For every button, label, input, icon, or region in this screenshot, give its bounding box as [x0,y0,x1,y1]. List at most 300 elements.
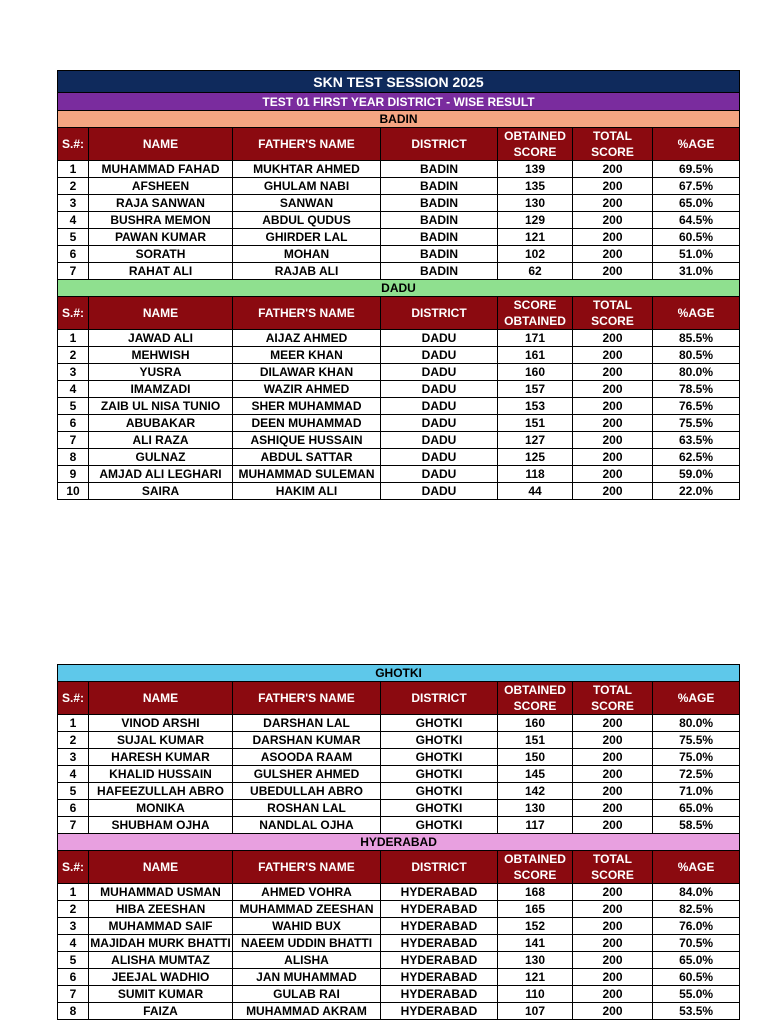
cell-name: ALI RAZA [89,432,233,449]
cell-obtained: 117 [498,817,573,834]
cell-name: IMAMZADI [89,381,233,398]
cell-pct: 84.0% [653,884,740,901]
cell-total: 200 [573,952,653,969]
cell-total: 200 [573,212,653,229]
cell-name: VINOD ARSHI [89,715,233,732]
table-row [58,884,740,901]
cell-pct: 71.0% [653,783,740,800]
col-header-total: TOTAL SCORE [573,851,653,884]
cell-name: MEHWISH [89,347,233,364]
cell-total: 200 [573,364,653,381]
results-table-page-2 [57,664,740,1020]
table-row [58,246,740,263]
cell-name: SORATH [89,246,233,263]
cell-district: BADIN [381,195,498,212]
cell-pct: 58.5% [653,817,740,834]
cell-district: HYDERABAD [381,901,498,918]
cell-father: GULAB RAI [233,986,381,1003]
cell-sn: 7 [58,817,89,834]
col-header-pct: %AGE [653,297,740,330]
cell-father: DARSHAN LAL [233,715,381,732]
cell-pct: 51.0% [653,246,740,263]
cell-total: 200 [573,449,653,466]
cell-obtained: 141 [498,935,573,952]
cell-father: HAKIM ALI [233,483,381,500]
cell-district: GHOTKI [381,817,498,834]
col-header-district: DISTRICT [381,128,498,161]
cell-obtained: 142 [498,783,573,800]
cell-father: MOHAN [233,246,381,263]
cell-obtained: 145 [498,766,573,783]
cell-father: ALISHA [233,952,381,969]
cell-total: 200 [573,347,653,364]
cell-district: BADIN [381,263,498,280]
col-header-father: FATHER'S NAME [233,682,381,715]
cell-total: 200 [573,732,653,749]
cell-sn: 7 [58,263,89,280]
cell-total: 200 [573,330,653,347]
cell-district: BADIN [381,161,498,178]
col-header-pct: %AGE [653,128,740,161]
cell-sn: 2 [58,732,89,749]
cell-name: RAJA SANWAN [89,195,233,212]
cell-pct: 80.5% [653,347,740,364]
cell-sn: 1 [58,884,89,901]
page-subtitle: TEST 01 FIRST YEAR DISTRICT - WISE RESULT [58,93,740,111]
cell-obtained: 135 [498,178,573,195]
cell-pct: 53.5% [653,1003,740,1020]
table-row [58,749,740,766]
cell-obtained: 110 [498,986,573,1003]
table-row [58,347,740,364]
cell-obtained: 171 [498,330,573,347]
cell-father: UBEDULLAH ABRO [233,783,381,800]
cell-total: 200 [573,918,653,935]
cell-sn: 10 [58,483,89,500]
col-header-sn: S.#: [58,682,89,715]
cell-father: MEER KHAN [233,347,381,364]
table-row [58,449,740,466]
table-row [58,817,740,834]
cell-district: GHOTKI [381,749,498,766]
cell-pct: 75.5% [653,415,740,432]
cell-obtained: 151 [498,732,573,749]
table-row [58,212,740,229]
cell-father: WAZIR AHMED [233,381,381,398]
cell-total: 200 [573,246,653,263]
cell-total: 200 [573,715,653,732]
cell-obtained: 107 [498,1003,573,1020]
col-header-name: NAME [89,128,233,161]
table-row [58,415,740,432]
cell-total: 200 [573,432,653,449]
cell-name: RAHAT ALI [89,263,233,280]
cell-district: DADU [381,466,498,483]
cell-father: MUHAMMAD ZEESHAN [233,901,381,918]
cell-sn: 5 [58,952,89,969]
cell-father: DEEN MUHAMMAD [233,415,381,432]
col-header-district: DISTRICT [381,851,498,884]
cell-sn: 6 [58,969,89,986]
cell-sn: 4 [58,935,89,952]
cell-district: DADU [381,347,498,364]
table-row [58,783,740,800]
cell-name: JAWAD ALI [89,330,233,347]
cell-father: RAJAB ALI [233,263,381,280]
cell-pct: 82.5% [653,901,740,918]
cell-name: ALISHA MUMTAZ [89,952,233,969]
cell-sn: 5 [58,783,89,800]
col-header-father: FATHER'S NAME [233,128,381,161]
cell-sn: 4 [58,212,89,229]
table-row [58,195,740,212]
cell-sn: 6 [58,800,89,817]
cell-obtained: 160 [498,364,573,381]
cell-name: AMJAD ALI LEGHARI [89,466,233,483]
cell-total: 200 [573,1003,653,1020]
cell-obtained: 160 [498,715,573,732]
cell-sn: 4 [58,766,89,783]
cell-obtained: 121 [498,229,573,246]
cell-sn: 4 [58,381,89,398]
page-title: SKN TEST SESSION 2025 [58,71,740,93]
cell-sn: 3 [58,364,89,381]
cell-name: SUJAL KUMAR [89,732,233,749]
cell-pct: 76.5% [653,398,740,415]
cell-sn: 3 [58,918,89,935]
table-row [58,901,740,918]
cell-district: HYDERABAD [381,935,498,952]
col-header-pct: %AGE [653,851,740,884]
cell-pct: 78.5% [653,381,740,398]
cell-name: HARESH KUMAR [89,749,233,766]
cell-district: HYDERABAD [381,1003,498,1020]
col-header-total: TOTAL SCORE [573,297,653,330]
cell-father: ASOODA RAAM [233,749,381,766]
table-row [58,483,740,500]
cell-total: 200 [573,969,653,986]
table-row [58,1003,740,1020]
cell-total: 200 [573,483,653,500]
cell-sn: 6 [58,246,89,263]
cell-total: 200 [573,749,653,766]
col-header-sn: S.#: [58,851,89,884]
cell-father: GULSHER AHMED [233,766,381,783]
cell-pct: 75.5% [653,732,740,749]
cell-name: PAWAN KUMAR [89,229,233,246]
cell-district: BADIN [381,229,498,246]
cell-district: GHOTKI [381,715,498,732]
cell-pct: 70.5% [653,935,740,952]
cell-sn: 7 [58,432,89,449]
cell-pct: 31.0% [653,263,740,280]
cell-total: 200 [573,178,653,195]
cell-sn: 2 [58,901,89,918]
table-row [58,178,740,195]
cell-name: SUMIT KUMAR [89,986,233,1003]
cell-total: 200 [573,415,653,432]
cell-total: 200 [573,783,653,800]
cell-pct: 72.5% [653,766,740,783]
table-row [58,952,740,969]
cell-name: MUHAMMAD FAHAD [89,161,233,178]
cell-pct: 64.5% [653,212,740,229]
cell-total: 200 [573,817,653,834]
cell-total: 200 [573,195,653,212]
cell-total: 200 [573,381,653,398]
cell-name: FAIZA [89,1003,233,1020]
cell-sn: 1 [58,330,89,347]
col-header-pct: %AGE [653,682,740,715]
cell-obtained: 157 [498,381,573,398]
col-header-obtained: OBTAINED SCORE [498,128,573,161]
table-row [58,766,740,783]
district-banner-row [58,111,740,128]
cell-name: BUSHRA MEMON [89,212,233,229]
table-row [58,161,740,178]
col-header-name: NAME [89,297,233,330]
table-row [58,969,740,986]
cell-district: DADU [381,330,498,347]
col-header-obtained: OBTAINED SCORE [498,851,573,884]
column-header-row [58,851,740,884]
col-header-name: NAME [89,851,233,884]
table-row [58,432,740,449]
cell-total: 200 [573,161,653,178]
cell-obtained: 161 [498,347,573,364]
cell-district: HYDERABAD [381,969,498,986]
cell-sn: 1 [58,161,89,178]
cell-pct: 67.5% [653,178,740,195]
district-banner: GHOTKI [58,665,740,682]
cell-district: HYDERABAD [381,986,498,1003]
table-row [58,986,740,1003]
cell-father: AHMED VOHRA [233,884,381,901]
cell-sn: 3 [58,195,89,212]
cell-obtained: 44 [498,483,573,500]
cell-obtained: 125 [498,449,573,466]
table-row [58,330,740,347]
col-header-total: TOTAL SCORE [573,682,653,715]
col-header-district: DISTRICT [381,682,498,715]
cell-district: BADIN [381,212,498,229]
cell-obtained: 129 [498,212,573,229]
district-banner: HYDERABAD [58,834,740,851]
cell-name: KHALID HUSSAIN [89,766,233,783]
cell-district: DADU [381,483,498,500]
cell-pct: 76.0% [653,918,740,935]
cell-name: YUSRA [89,364,233,381]
cell-name: MAJIDAH MURK BHATTI [90,936,231,950]
cell-pct: 75.0% [653,749,740,766]
cell-sn: 3 [58,749,89,766]
cell-district: DADU [381,432,498,449]
cell-district: HYDERABAD [381,952,498,969]
cell-father: DILAWAR KHAN [233,364,381,381]
cell-father: ABDUL QUDUS [233,212,381,229]
cell-sn: 5 [58,229,89,246]
cell-sn: 2 [58,347,89,364]
cell-name: HIBA ZEESHAN [89,901,233,918]
cell-father: ABDUL SATTAR [233,449,381,466]
cell-pct: 62.5% [653,449,740,466]
cell-father: JAN MUHAMMAD [233,969,381,986]
cell-district: HYDERABAD [381,918,498,935]
cell-pct: 55.0% [653,986,740,1003]
cell-name: MONIKA [89,800,233,817]
cell-obtained: 139 [498,161,573,178]
cell-district: GHOTKI [381,800,498,817]
cell-total: 200 [573,263,653,280]
cell-father: SHER MUHAMMAD [233,398,381,415]
cell-father: GHULAM NABI [233,178,381,195]
table-row [58,800,740,817]
cell-pct: 59.0% [653,466,740,483]
cell-name: GULNAZ [89,449,233,466]
district-banner-row [58,280,740,297]
cell-total: 200 [573,935,653,952]
district-banner: BADIN [58,111,740,128]
cell-total: 200 [573,986,653,1003]
cell-district: BADIN [381,178,498,195]
cell-pct: 69.5% [653,161,740,178]
table-row [58,918,740,935]
cell-pct: 22.0% [653,483,740,500]
cell-sn: 5 [58,398,89,415]
cell-obtained: 130 [498,195,573,212]
cell-total: 200 [573,884,653,901]
cell-district: DADU [381,364,498,381]
cell-district: BADIN [381,246,498,263]
cell-sn: 7 [58,986,89,1003]
cell-name: ZAIB UL NISA TUNIO [89,398,233,415]
cell-sn: 8 [58,1003,89,1020]
col-header-total: TOTAL SCORE [573,128,653,161]
district-banner-row [58,834,740,851]
cell-sn: 1 [58,715,89,732]
cell-father: GHIRDER LAL [233,229,381,246]
table-row [58,398,740,415]
cell-district: DADU [381,415,498,432]
cell-father: MUHAMMAD AKRAM [233,1003,381,1020]
cell-pct: 65.0% [653,800,740,817]
col-header-obtained: OBTAINED SCORE [498,682,573,715]
table-row [58,715,740,732]
cell-total: 200 [573,901,653,918]
cell-obtained: 168 [498,884,573,901]
cell-father: MUKHTAR AHMED [233,161,381,178]
cell-obtained: 150 [498,749,573,766]
col-header-obtained: SCORE OBTAINED [498,297,573,330]
column-header-row [58,128,740,161]
col-header-district: DISTRICT [381,297,498,330]
col-header-name: NAME [89,682,233,715]
cell-name: SHUBHAM OJHA [89,817,233,834]
cell-sn: 9 [58,466,89,483]
cell-father: ASHIQUE HUSSAIN [233,432,381,449]
cell-obtained: 152 [498,918,573,935]
cell-father: AIJAZ AHMED [233,330,381,347]
cell-obtained: 165 [498,901,573,918]
cell-obtained: 62 [498,263,573,280]
cell-total: 200 [573,398,653,415]
district-banner-row [58,665,740,682]
cell-district: DADU [381,381,498,398]
cell-sn: 2 [58,178,89,195]
cell-pct: 65.0% [653,952,740,969]
district-banner: DADU [58,280,740,297]
cell-obtained: 130 [498,952,573,969]
cell-district: GHOTKI [381,732,498,749]
cell-pct: 80.0% [653,715,740,732]
cell-sn: 6 [58,415,89,432]
cell-name: MUHAMMAD USMAN [89,884,233,901]
cell-name: JEEJAL WADHIO [89,969,233,986]
cell-total: 200 [573,766,653,783]
cell-father: NAEEM UDDIN BHATTI [233,935,381,952]
cell-obtained: 121 [498,969,573,986]
cell-name: ABUBAKAR [89,415,233,432]
cell-obtained: 153 [498,398,573,415]
cell-district: HYDERABAD [381,884,498,901]
cell-pct: 65.0% [653,195,740,212]
col-header-sn: S.#: [58,128,89,161]
cell-district: DADU [381,449,498,466]
cell-total: 200 [573,800,653,817]
cell-obtained: 118 [498,466,573,483]
table-row [58,364,740,381]
table-row [58,229,740,246]
table-row [58,935,740,952]
table-row [58,381,740,398]
cell-sn: 8 [58,449,89,466]
column-header-row [58,682,740,715]
cell-obtained: 151 [498,415,573,432]
cell-pct: 80.0% [653,364,740,381]
col-header-father: FATHER'S NAME [233,851,381,884]
column-header-row [58,297,740,330]
table-row [58,263,740,280]
table-row [58,732,740,749]
cell-district: GHOTKI [381,783,498,800]
cell-father: DARSHAN KUMAR [233,732,381,749]
cell-district: GHOTKI [381,766,498,783]
cell-district: DADU [381,398,498,415]
cell-pct: 85.5% [653,330,740,347]
cell-total: 200 [573,466,653,483]
cell-name: MUHAMMAD SAIF [89,918,233,935]
cell-obtained: 102 [498,246,573,263]
col-header-sn: S.#: [58,297,89,330]
table-row [58,466,740,483]
cell-name: AFSHEEN [89,178,233,195]
cell-name: HAFEEZULLAH ABRO [89,783,233,800]
cell-pct: 60.5% [653,969,740,986]
cell-father: MUHAMMAD SULEMAN [233,466,381,483]
cell-father: NANDLAL OJHA [233,817,381,834]
cell-total: 200 [573,229,653,246]
cell-obtained: 130 [498,800,573,817]
cell-name: SAIRA [89,483,233,500]
cell-pct: 63.5% [653,432,740,449]
cell-father: ROSHAN LAL [233,800,381,817]
cell-father: WAHID BUX [233,918,381,935]
results-table-page-1 [57,70,740,500]
cell-pct: 60.5% [653,229,740,246]
col-header-father: FATHER'S NAME [233,297,381,330]
cell-obtained: 127 [498,432,573,449]
cell-father: SANWAN [233,195,381,212]
